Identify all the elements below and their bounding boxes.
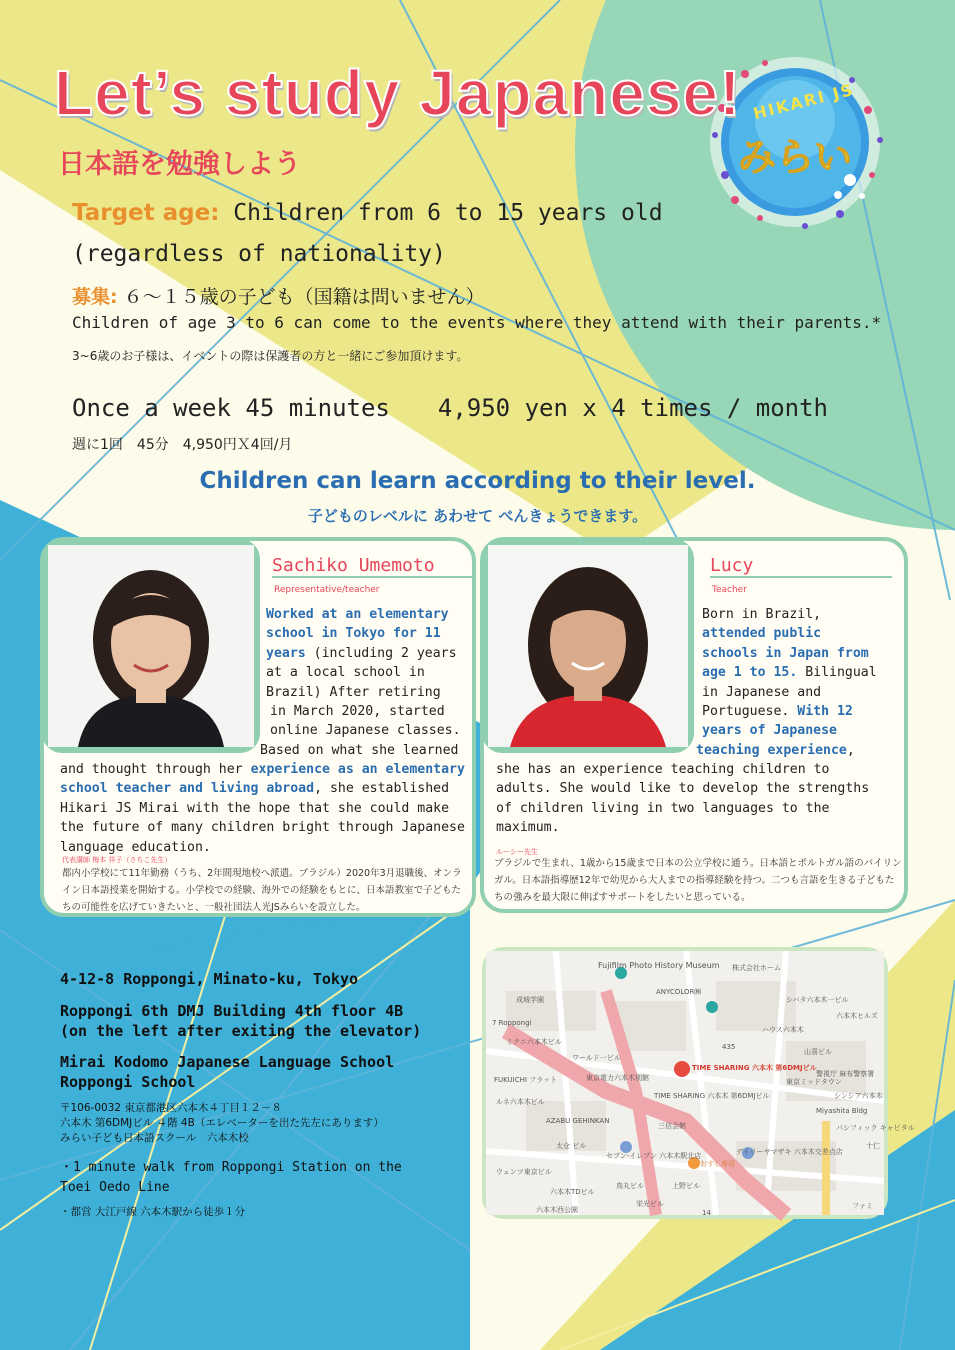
teacher-jp-bio-lucy: ブラジルで生まれ、1歳から15歳まで日本の公立学校に通う。日本語とポルトガル語のバイリンガル。日本語指導歴12年で幼児から大人までの指導経験を持つ。二つも言語を生きる子どもたちの強みを最大限に伸ばすサポートをしたいと思っている。 (494, 858, 902, 903)
teacher-bio-sachiko: Worked at an elementary school in Tokyo for 11 years (including 2 years at a local school in Brazil) After retiring in March 2020, started online Japanese classes. Based on what she learned (260, 607, 461, 758)
target-age-line2: (regardless of nationality) (72, 241, 446, 267)
address-jp3: みらい子ども日本語スクール 六本木校 (60, 1132, 249, 1144)
location-pin-icon (674, 1061, 690, 1077)
school-branch: Roppongi School (60, 1073, 196, 1091)
teacher-jp-bio-sachiko: 都内小学校にて11年勤務（うち、2年間現地校へ派遣。ブラジル）2020年3月退職後、オンライン日本語授業を開始する。小学校での経験、海外での経験をもとに、日本語教室で子どもたちの可能性を広げていきたいと、一般社団法人光JSみらいを設立した。 (62, 868, 462, 913)
recruit-line (72, 282, 485, 309)
address-line2: Roppongi 6th DMJ Building 4th floor 4B (60, 1002, 404, 1020)
recruit-label: 募集: (72, 286, 118, 308)
teacher-bio-lucy-cont: she has an experience teaching children to adults. She would like to develop the strengths of children living in two languages to the maximum. (496, 762, 870, 836)
address-jp1: 〒106-0032 東京都港区六本木４丁目１２－８ (60, 1102, 282, 1114)
poi-icon (706, 1001, 718, 1013)
address-line1: 4-12-8 Roppongi, Minato-ku, Tokyo (60, 970, 359, 988)
teacher-bio-lucy: Born in Brazil, attended public schools in Japan from age 1 to 15. Bilingual in Japanese and Portuguese. With 12 years of Japanese teaching experience, (696, 607, 877, 758)
recruit-text: ６～１５歳の子ども（国籍は問いません） (117, 286, 485, 308)
access-info: ・1 minute walk from Roppongi Station on the Toei Oedo Line (60, 1160, 402, 1195)
target-age-line (72, 200, 663, 226)
portrait-icon (488, 545, 688, 747)
page-subtitle-jp: 日本語を勉強しよう (58, 149, 301, 180)
location-map[interactable]: Fujifilm Photo History Museum ANYCOLOR㈱ TIME SHARING 六本木 第6DMJビル TIME SHARING 六本木 第6DMJビル セブン-イレブン 六本木駅北店 デイリーヤマザキ 六本木交差点店 おすし寿司 7 Roppongi 六本木西公園 シバタ六本木一ビル 警視庁 麻布警察署 Miyashita Bldg 成城学園 ファミ 435 14 東京電力六本木別館 AZABU GEHINKAN ハウス六本木 ミクニ六本木ビル ワールド一ビル FUKUICHI フラット 太仓 ビル 六本木TDビル パシフィック キャピタル 三信会館 シンシア六本木 ウェンツ東京ビル 十仁 株式会社ホーム 山喜ビル ルネ六本木ビル 上野ビル 鳥丸ビル 六本木ヒルズ 栄光ビル 東京ミッドタウン (482, 947, 888, 1219)
logo-arc-text: HIKARI JS (751, 79, 857, 124)
schedule-text: Once a week 45 minutes 4,950 yen x 4 times / month (72, 394, 829, 422)
parents-note: Children of age 3 to 6 can come to the events where they attend with their parents.* (72, 313, 882, 332)
level-heading-jp: 子どものレベルに あわせて べんきょうできます。 (307, 507, 648, 525)
parents-note-jp: 3~6歳のお子様は、イベントの際は保護者の方と一緒にご参加頂けます。 (72, 349, 469, 363)
logo-main-text: みらい (738, 135, 853, 179)
teacher-photo-sachiko (42, 539, 260, 753)
access-info-jp: ・都営 大江戸線 六本木駅から徒歩１分 (60, 1206, 246, 1218)
teacher-jp-label-sachiko: 代表講師 梅本 祥子（さちこ先生） (62, 856, 172, 864)
page-title: Let’s study Japanese! (54, 57, 742, 129)
level-heading: Children can learn according to their level. (199, 468, 756, 494)
teacher-photo-lucy (482, 539, 694, 753)
school-name: Mirai Kodomo Japanese Language School (60, 1053, 395, 1071)
teacher-card-sachiko (40, 537, 476, 917)
teacher-bio-sachiko-cont: and thought through her experience as an elementary school teacher and living abroad, she established Hikari JS Mirai with the hope that she could make the future of many children bright through Japanese language education. (60, 762, 465, 855)
teacher-jp-label-lucy: ルーシー先生 (496, 848, 538, 856)
address-line3: (on the left after exiting the elevator) (60, 1022, 422, 1040)
teacher-role-sachiko: Representative/teacher (274, 585, 380, 595)
portrait-icon (48, 545, 254, 747)
teacher-role-lucy: Teacher (712, 585, 747, 595)
target-age-label: Target age: (72, 200, 220, 226)
teacher-name-lucy: Lucy (710, 555, 892, 578)
address-jp2: 六本木 第6DMJビル ４階 4B（エレベーターを出た先左にあります） (60, 1117, 384, 1129)
schedule-text-jp: 週に1回 45分 4,950円Ｘ4回/月 (72, 437, 293, 453)
teacher-card-lucy (480, 537, 908, 913)
target-age-text: Children from 6 to 15 years old (219, 200, 663, 226)
teacher-name-sachiko: Sachiko Umemoto (272, 555, 472, 578)
